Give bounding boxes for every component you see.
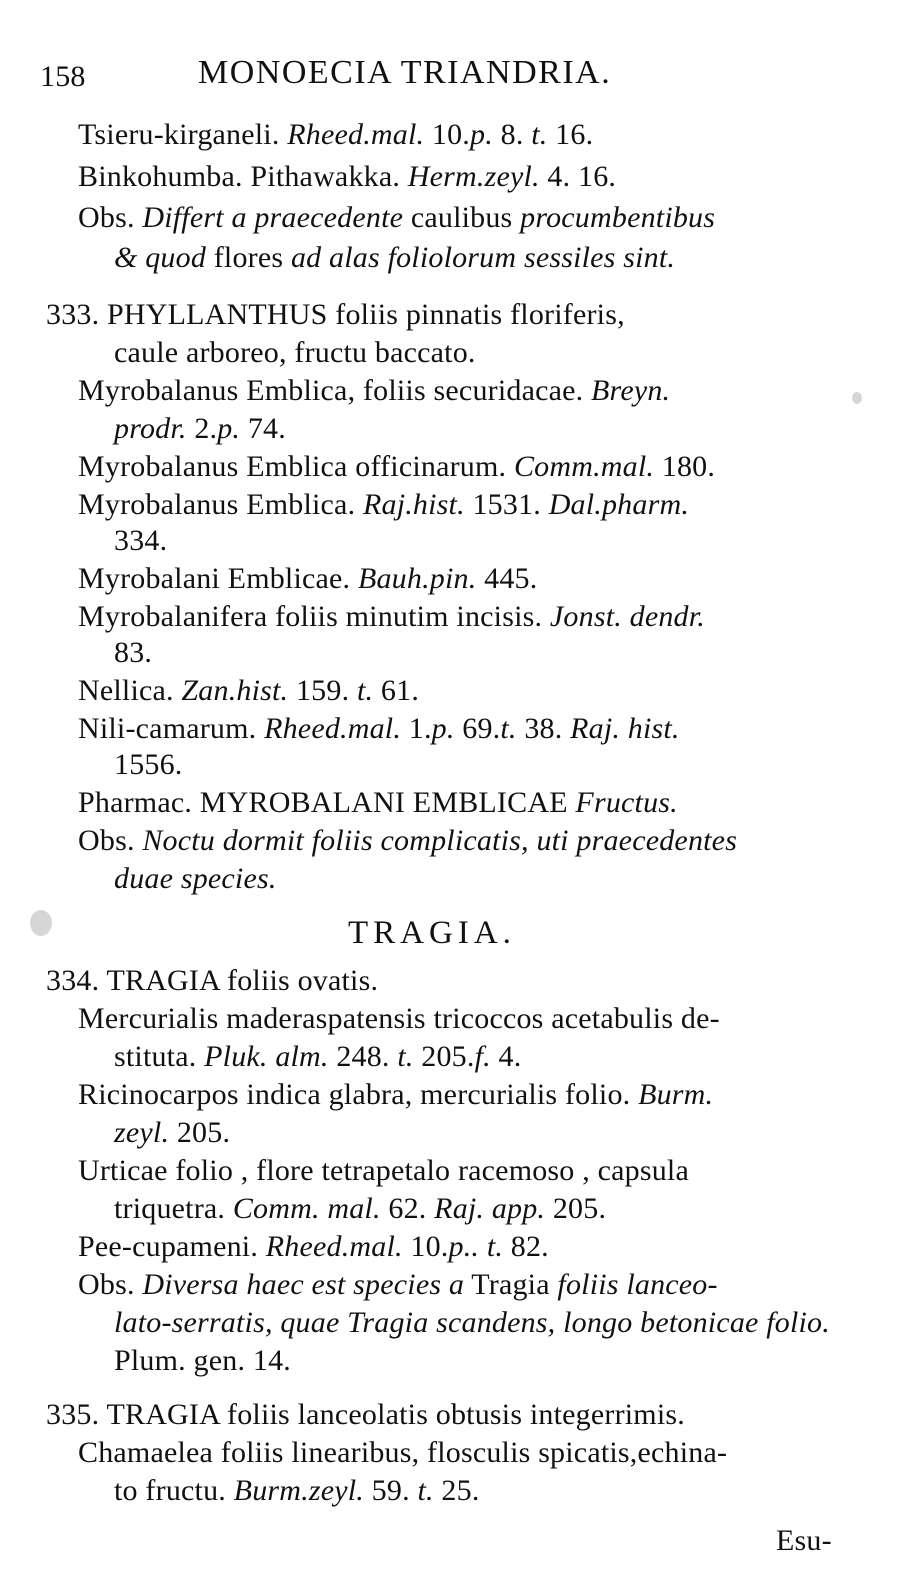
italic-text: p. [217, 412, 241, 445]
roman-text: 333. PHYLLANTHUS [46, 298, 336, 331]
italic-text: Noctu dormit foliis complicatis, uti praecedentes [142, 824, 738, 857]
text-line [78, 374, 670, 408]
roman-text: 38. [516, 712, 571, 745]
paper-speck [30, 910, 52, 936]
text-line [114, 636, 152, 670]
italic-text: p. [470, 118, 493, 151]
italic-text: p.. [448, 1230, 480, 1263]
roman-text: Urticae folio , flore tetrapetalo racemoso , capsula [78, 1154, 689, 1187]
roman-text: 25. [433, 1474, 480, 1507]
italic-text: Fructus. [575, 786, 678, 819]
roman-text: 180. [654, 450, 716, 483]
roman-text: Binkohumba. Pithawakka. [78, 160, 408, 193]
italic-text: Comm. mal. [232, 1192, 381, 1225]
roman-text: 334. TRAGIA foliis ovatis. [46, 964, 379, 997]
roman-text: Mercurialis maderaspatensis tricoccos acetabulis de- [78, 1002, 720, 1035]
roman-text [479, 1230, 487, 1263]
italic-text: Breyn. [591, 374, 671, 407]
text-line [78, 600, 705, 634]
text-line [78, 1230, 549, 1264]
roman-text: to fructu. [114, 1474, 234, 1507]
italic-text: & quod [114, 241, 207, 274]
roman-text: TRAGIA. [348, 915, 516, 951]
roman-text: 62. [380, 1192, 435, 1225]
roman-text: Obs. [78, 1268, 143, 1301]
text-line [114, 524, 167, 558]
text-line [46, 1398, 685, 1432]
text-line [114, 748, 183, 782]
roman-text: foliis pinnatis floriferis, [335, 298, 625, 331]
roman-text: 10. [424, 118, 471, 151]
text-line [46, 298, 625, 332]
italic-text: Burm.zeyl. [233, 1474, 364, 1507]
roman-text: Myrobalanus Emblica officinarum. [78, 450, 514, 483]
roman-text: triquetra. [114, 1192, 233, 1225]
italic-text: foliis lanceo- [557, 1268, 718, 1301]
italic-text: t. [397, 1040, 414, 1073]
italic-text: Raj. app. [434, 1192, 546, 1225]
roman-text: 205. [169, 1116, 231, 1149]
text-line [114, 412, 286, 446]
roman-text: 205. [413, 1040, 475, 1073]
text-line [78, 1002, 720, 1036]
text-line [78, 674, 419, 708]
roman-text: 74. [240, 412, 286, 445]
text-line [78, 450, 715, 484]
text-line [78, 488, 689, 522]
italic-text: lato-serratis, quae Tragia scandens, longo betonicae folio. [114, 1306, 830, 1339]
text-line [114, 241, 675, 275]
italic-text: Bauh.pin. [357, 562, 477, 595]
text-line [78, 562, 537, 596]
italic-text: Diversa haec est species a [142, 1268, 465, 1301]
roman-text: Chamaelea foliis linearibus, flosculis spicatis,echina- [78, 1436, 728, 1469]
roman-text: 83. [114, 636, 153, 669]
roman-text: 16. [547, 118, 594, 151]
italic-text: t. [356, 674, 374, 707]
italic-text: Zan.hist. [181, 674, 289, 707]
italic-text: procumbentibus [520, 201, 716, 234]
text-line [114, 336, 476, 370]
italic-text: f. [474, 1040, 491, 1073]
roman-text: Tragia [464, 1268, 558, 1301]
roman-text: 10. [402, 1230, 449, 1263]
roman-text: 334. [114, 524, 168, 557]
roman-text: Pee-cupameni. [78, 1230, 266, 1263]
catchword: Esu- [776, 1524, 832, 1557]
roman-text: Myrobalanifera foliis minutim incisis. [78, 600, 550, 633]
text-line [78, 1268, 718, 1302]
roman-text: Tsieru-kirganeli. [78, 118, 288, 151]
text-line [114, 1474, 480, 1508]
roman-text: 4. [490, 1040, 522, 1073]
roman-text: 69. [454, 712, 501, 745]
roman-text: 59. [363, 1474, 418, 1507]
italic-text: Raj.hist. [362, 488, 465, 521]
italic-text: Jonst. dendr. [549, 600, 705, 633]
italic-text: Rheed.mal. [265, 1230, 403, 1263]
italic-text: Rheed.mal. [264, 712, 402, 745]
italic-text: t. [531, 118, 548, 151]
roman-text: 82. [503, 1230, 549, 1263]
italic-text: t. [500, 712, 517, 745]
text-line [78, 160, 616, 194]
text-line [114, 1116, 230, 1150]
italic-text: p. [431, 712, 455, 745]
roman-text: 445. [476, 562, 538, 595]
roman-text: Myrobalani Emblicae. [78, 562, 358, 595]
roman-text: Plum. gen. 14. [114, 1344, 291, 1377]
roman-text: 61. [373, 674, 420, 707]
text-line [78, 201, 715, 235]
italic-text: Burm. [638, 1078, 714, 1111]
roman-text: 159. [288, 674, 357, 707]
text-line [78, 1078, 713, 1112]
roman-text: 1556. [114, 748, 183, 781]
roman-text: 1531. [464, 488, 549, 521]
italic-text: t. [486, 1230, 504, 1263]
roman-text: caule arboreo, fructu baccato. [114, 336, 476, 369]
roman-text: 205. [545, 1192, 607, 1225]
italic-text: duae species. [114, 862, 277, 895]
roman-text: Nili-camarum. [78, 712, 265, 745]
text-line [78, 118, 593, 152]
italic-text: Rheed.mal. [287, 118, 425, 151]
text-line [114, 1192, 606, 1226]
italic-text: ad alas foliolorum sessiles sint. [290, 241, 676, 274]
roman-text: Ricinocarpos indica glabra, mercurialis folio. [78, 1078, 639, 1111]
roman-text: Myrobalanus Emblica, foliis securidacae. [78, 374, 592, 407]
roman-text: flores [206, 241, 291, 274]
section-heading [348, 916, 516, 950]
italic-text: zeyl. [114, 1116, 170, 1149]
roman-text: Obs. [78, 201, 143, 234]
italic-text: t. [417, 1474, 434, 1507]
roman-text: Obs. [78, 824, 143, 857]
roman-text: 2. [186, 412, 218, 445]
page-number: 158 [40, 60, 86, 93]
text-line [114, 862, 277, 896]
roman-text: 335. TRAGIA foliis lanceolatis obtusis integerrimis. [46, 1398, 685, 1431]
text-line [78, 1436, 727, 1470]
italic-text: Dal.pharm. [548, 488, 690, 521]
text-line [114, 1040, 521, 1074]
italic-text: Differt a praecedente [142, 201, 404, 234]
italic-text: prodr. [114, 412, 187, 445]
text-line [78, 824, 737, 858]
roman-text: Pharmac. MYROBALANI EMBLICAE [78, 786, 576, 819]
text-line [114, 1344, 291, 1378]
roman-text: 1. [401, 712, 432, 745]
roman-text: 8. [492, 118, 532, 151]
roman-text: 248. [328, 1040, 398, 1073]
running-title: MONOECIA TRIANDRIA. [198, 54, 612, 91]
italic-text: Comm.mal. [513, 450, 655, 483]
italic-text: Herm.zeyl. [407, 160, 540, 193]
roman-text: stituta. [114, 1040, 205, 1073]
text-line [78, 1154, 689, 1188]
text-line [114, 1306, 830, 1340]
roman-text: caulibus [403, 201, 521, 234]
text-line [78, 786, 678, 820]
italic-text: Raj. hist. [570, 712, 680, 745]
roman-text: Myrobalanus Emblica. [78, 488, 363, 521]
roman-text: Nellica. [78, 674, 182, 707]
italic-text: Pluk. alm. [204, 1040, 329, 1073]
paper-speck [852, 392, 862, 404]
text-line [78, 712, 680, 746]
roman-text: 4. 16. [539, 160, 617, 193]
text-line [46, 964, 378, 998]
